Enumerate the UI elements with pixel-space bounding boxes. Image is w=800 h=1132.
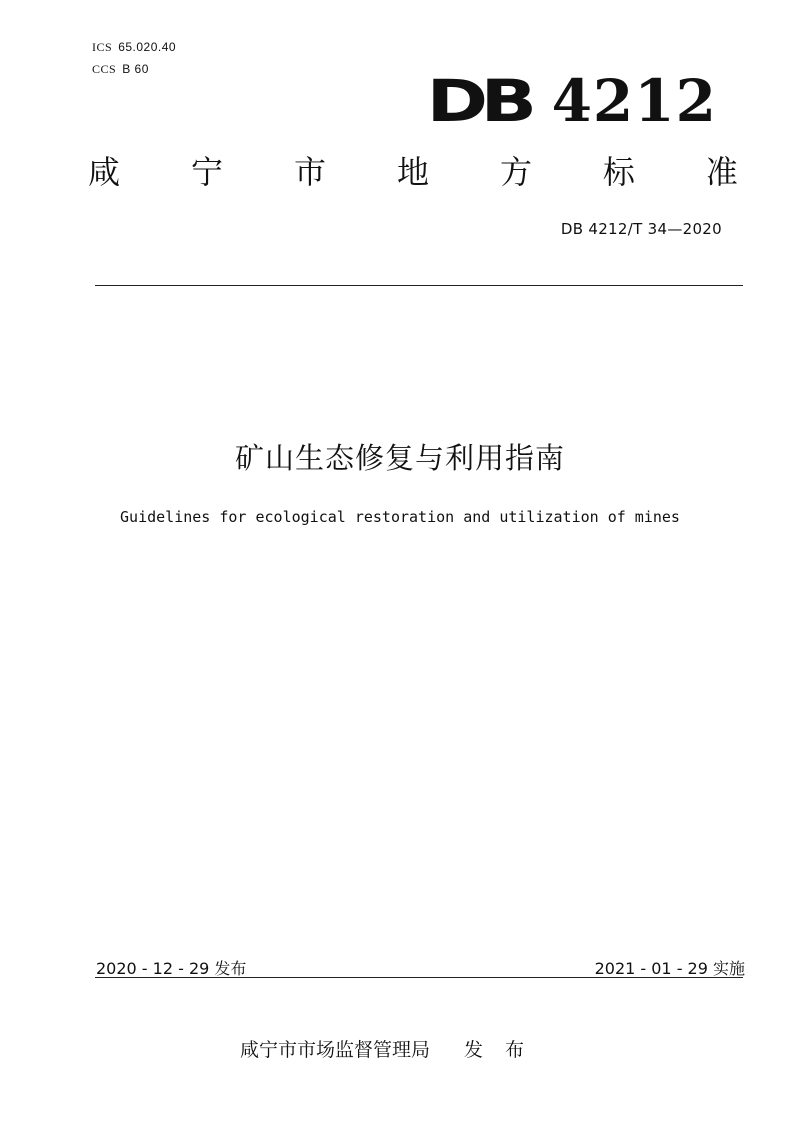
standard-type-char: 标 [602,153,635,191]
standard-type-char: 准 [705,153,738,191]
ics-label: ICS [92,40,113,54]
standard-type-char: 咸 [88,153,121,191]
standard-number: DB 4212/T 34—2020 [560,220,722,238]
publisher-name: 咸宁市市场监督管理局 [240,1039,431,1061]
issue-date: 2020 - 12 - 29 发布 [96,959,247,978]
publish-action: 发 布 [464,1039,533,1061]
ics-code: 65.020.40 [118,40,177,54]
standard-type-heading [88,152,738,192]
ics-classification [92,40,176,55]
footer-divider [95,977,743,978]
standard-type-char: 宁 [190,153,223,191]
standard-type-char: 方 [499,153,532,191]
ccs-code: B 60 [122,62,149,76]
header-divider [95,285,743,286]
document-title-english: Guidelines for ecological restoration and utilization of mines [120,508,680,526]
ccs-label: CCS [92,62,117,76]
publisher-line [240,1035,532,1062]
implementation-date: 2021 - 01 - 29 实施 [594,959,745,978]
db-logo-prefix: DB [426,67,530,135]
standard-type-char: 地 [396,153,429,191]
standard-type-char: 市 [293,153,326,191]
db-standard-logo [426,67,717,135]
document-title-chinese: 矿山生态修复与利用指南 [234,441,565,475]
ccs-classification [92,62,149,77]
db-logo-code: 4212 [551,67,717,135]
